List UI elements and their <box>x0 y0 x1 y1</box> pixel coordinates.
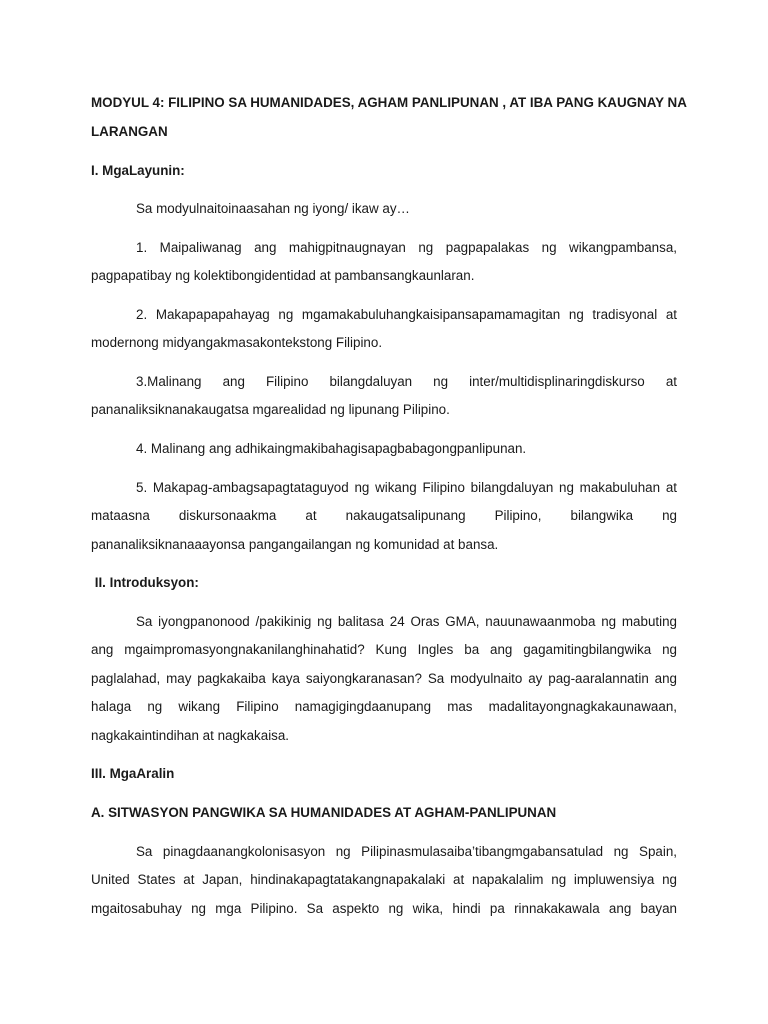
module-title-line-2: LARANGAN <box>91 124 168 139</box>
intro-paragraph-line-1: Sa iyongpanonood /pakikinig ng balitasa 24 Oras GMA, nauunawaanmoba ng mabuting <box>136 614 677 629</box>
subsection-heading-a: A. SITWASYON PANGWIKA SA HUMANIDADES AT AGHAM-PANLIPUNAN <box>91 805 557 820</box>
objective-4: 4. Malinang ang adhikaingmakibahagisapagbabagongpanlipunan. <box>136 441 527 456</box>
objective-1-line-1: 1. Maipaliwanag ang mahigpitnaugnayan ng pagpapalakas ng wikangpambansa, <box>136 240 677 255</box>
section-heading-objectives: I. MgaLayunin: <box>91 163 185 178</box>
objective-2-line-2: modernong midyangakmasakontekstong Filipino. <box>91 335 383 350</box>
objective-1-line-2: pagpapatibay ng kolektibongidentidad at pambansangkaunlaran. <box>91 268 475 283</box>
section-heading-lessons: III. MgaAralin <box>91 766 175 781</box>
objective-3-line-1: 3.Malinang ang Filipino bilangdaluyan ng inter/multidisplinaringdiskurso at <box>136 374 677 389</box>
objective-5-line-2: mataasna diskursonaakma at nakaugatsalipunang Pilipino, bilangwika ng <box>91 508 677 523</box>
objective-5-line-1: 5. Makapag-ambagsapagtataguyod ng wikang Filipino bilangdaluyan ng makabuluhan at <box>136 480 677 495</box>
objective-3-line-2: pananaliksiknanakaugatsa mgarealidad ng lipunang Pilipino. <box>91 402 450 417</box>
objective-5-line-3: pananaliksiknanaaayonsa pangangailangan ng komunidad at bansa. <box>91 537 499 552</box>
objectives-intro: Sa modyulnaitoinaasahan ng iyong/ ikaw ay… <box>136 201 410 216</box>
intro-paragraph-line-5: nagkakaintindihan at nagkakaisa. <box>91 728 290 743</box>
intro-paragraph-line-4: halaga ng wikang Filipino namagigingdaanupang mas madalitayongnagkakaunawaan, <box>91 699 677 714</box>
body-paragraph-line-2: United States at Japan, hindinakapagtatakangnapakalaki at napakalalim ng impluwensiya ng <box>91 872 677 887</box>
module-title-line-1: MODYUL 4: FILIPINO SA HUMANIDADES, AGHAM PANLIPUNAN , AT IBA PANG KAUGNAY NA <box>91 95 687 110</box>
section-heading-introduction: II. Introduksyon: <box>91 575 199 590</box>
objective-2-line-1: 2. Makapapapahayag ng mgamakabuluhangkaisipansapamamagitan ng tradisyonal at <box>136 307 677 322</box>
body-paragraph-line-3: mgaitosabuhay ng mga Pilipino. Sa aspekto ng wika, hindi pa rinnakakawala ang bayan <box>91 901 677 916</box>
intro-paragraph-line-2: ang mgaimpromasyongnakanilanghinahatid? Kung Ingles ba ang gagamitingbilangwika ng <box>91 642 677 657</box>
intro-paragraph-line-3: paglalahad, may pagkakaiba kaya saiyongkaranasan? Sa modyulnaito ay pag-aaralannatin ang <box>91 671 677 686</box>
body-paragraph-line-1: Sa pinagdaanangkolonisasyon ng Pilipinasmulasaiba’tibangmgabansatulad ng Spain, <box>136 844 677 859</box>
